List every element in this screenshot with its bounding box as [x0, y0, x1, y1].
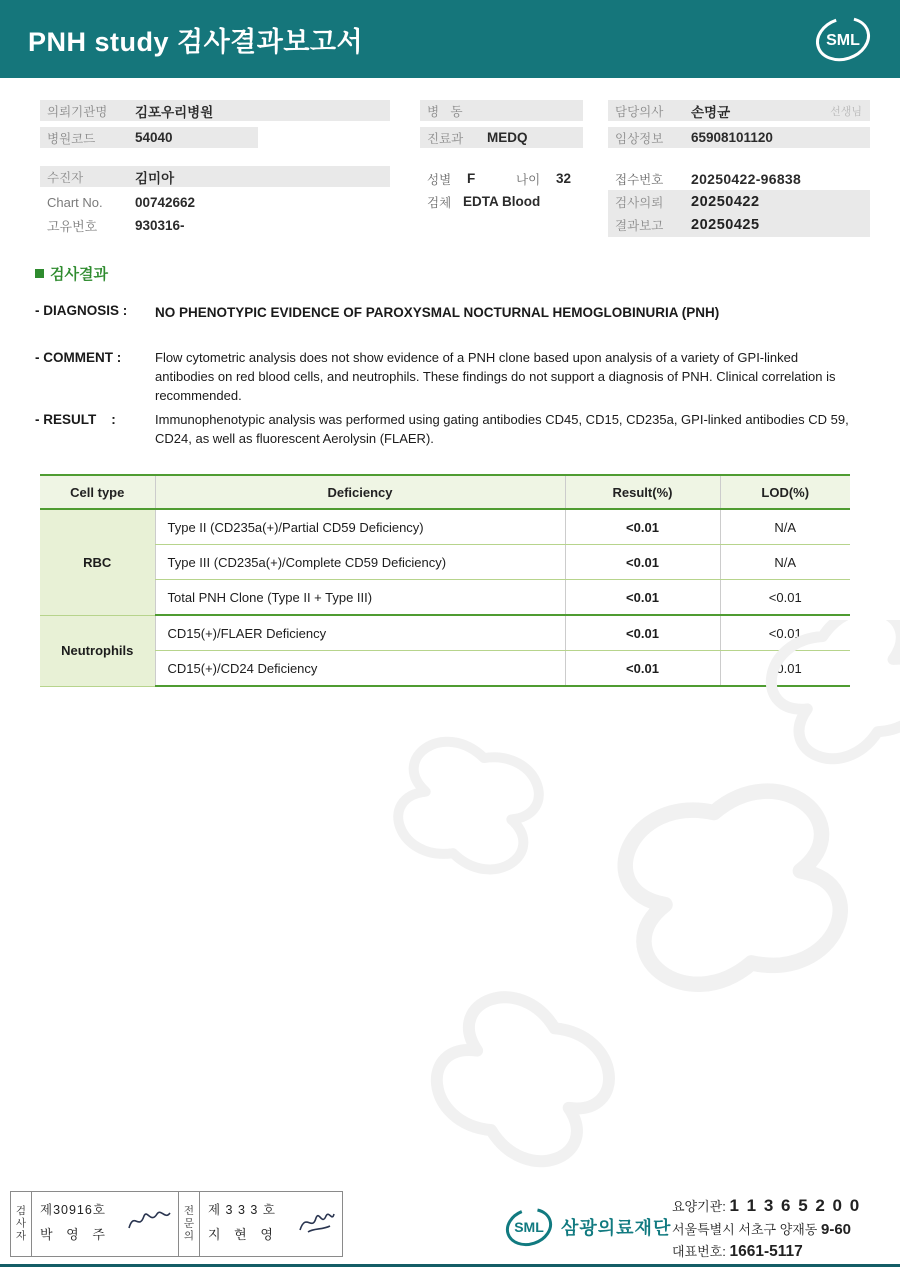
- sml-footer-logo-icon: [505, 1206, 553, 1248]
- field-uid-label: 고유번호: [47, 219, 98, 234]
- field-chart: [40, 192, 390, 213]
- svg-text:SML: SML: [514, 1219, 544, 1235]
- lod-cell: <0.01: [720, 615, 850, 651]
- field-clinical-label: 임상정보: [615, 131, 664, 146]
- field-clinical: [608, 127, 870, 148]
- specialist-role-label: 전문의: [178, 1191, 200, 1257]
- field-hosp-code-value: 54040: [135, 130, 173, 145]
- field-request: [608, 190, 870, 213]
- lod-cell: N/A: [720, 509, 850, 545]
- field-report-value: 20250425: [691, 216, 760, 233]
- field-specimen-value: EDTA Blood: [463, 194, 541, 209]
- specialist-cert-no: 제 3 3 3 호: [208, 1203, 276, 1217]
- field-request-value: 20250422: [691, 193, 760, 210]
- field-hosp-code-label: 병원코드: [47, 131, 96, 146]
- care-org-label: 요양기관:: [672, 1199, 726, 1214]
- comment-label: - COMMENT :: [35, 350, 122, 365]
- field-dept-label: 진료과: [427, 131, 464, 146]
- field-hosp-code: [40, 127, 258, 148]
- green-square-icon: [35, 269, 44, 278]
- result-cell: <0.01: [565, 509, 720, 545]
- address-number: 9-60: [821, 1221, 852, 1238]
- result-cell: <0.01: [565, 545, 720, 580]
- field-chart-value: 00742662: [135, 195, 196, 210]
- results-section-heading: [35, 263, 108, 284]
- field-clinical-value: 65908101120: [691, 130, 773, 145]
- lod-cell: N/A: [720, 545, 850, 580]
- field-dates-block: [608, 190, 870, 237]
- footer-brand: [505, 1206, 671, 1248]
- watermark-logo-shapes: [320, 620, 900, 1180]
- diagnosis-label: - DIAGNOSIS :: [35, 303, 128, 318]
- specialist-name: 지 현 영: [208, 1227, 278, 1242]
- lod-cell: <0.01: [720, 580, 850, 616]
- table-row: [40, 580, 850, 616]
- lod-cell: <0.01: [720, 651, 850, 687]
- bottom-rule: [0, 1264, 900, 1267]
- field-age-label: 나이: [516, 172, 541, 187]
- field-org-label: 의뢰기관명: [47, 104, 108, 119]
- field-chart-label: Chart No.: [47, 195, 103, 210]
- deficiency-cell: CD15(+)/CD24 Deficiency: [155, 651, 565, 687]
- phone-line: [672, 1241, 894, 1261]
- field-org: [40, 100, 390, 121]
- field-doctor-value: 손명균: [691, 104, 731, 120]
- care-org-line: [672, 1196, 894, 1216]
- phone-number: 1661-5117: [729, 1243, 803, 1260]
- field-specimen-label: 검체: [427, 195, 452, 210]
- field-patient: [40, 166, 390, 187]
- field-dept: [420, 127, 583, 148]
- footer-contact-block: [672, 1196, 894, 1264]
- field-sex-label: 성별: [427, 172, 452, 187]
- examiner-role-label: 검사자: [10, 1191, 32, 1257]
- examiner-cert-no: 제30916호: [40, 1203, 106, 1217]
- col-header-deficiency: Deficiency: [155, 475, 565, 509]
- cell-type-rbc: RBC: [40, 509, 155, 615]
- field-dept-value: MEDQ: [487, 130, 528, 145]
- examiner-stamp-box: [31, 1191, 179, 1257]
- examiner-name: 박 영 주: [40, 1227, 110, 1242]
- field-uid-value: 930316-: [135, 218, 185, 233]
- signature-stamp-area: [10, 1191, 343, 1257]
- report-header: [0, 0, 900, 78]
- result-text: Immunophenotypic analysis was performed using gating antibodies CD45, CD15, CD235a, GPI-linked antibodies CD 59, CD24, as well as fluorescent Aerolysin (FLAER).: [155, 412, 849, 446]
- table-row: [40, 651, 850, 687]
- field-report: [608, 213, 870, 236]
- deficiency-cell: Type III (CD235a(+)/Complete CD59 Deficiency): [155, 545, 565, 580]
- svg-text:SML: SML: [826, 32, 860, 49]
- deficiency-cell: CD15(+)/FLAER Deficiency: [155, 615, 565, 651]
- col-header-result: Result(%): [565, 475, 720, 509]
- field-report-label: 결과보고: [615, 218, 664, 233]
- phone-label: 대표번호:: [672, 1244, 726, 1259]
- sml-logo-icon: [814, 14, 872, 64]
- col-header-lod: LOD(%): [720, 475, 850, 509]
- result-cell: <0.01: [565, 580, 720, 616]
- comment-text: Flow cytometric analysis does not show evidence of a PNH clone based upon analysis of a variety of GPI-linked antibodies on red blood cells, and neutrophils. These findings do not support a diagnosis of PNH. Clinical correlation is recommended.: [155, 350, 836, 403]
- field-ward: [420, 100, 583, 121]
- field-patient-value: 김미아: [135, 170, 175, 186]
- col-header-cell-type: Cell type: [40, 475, 155, 509]
- field-sex-age: [420, 168, 620, 189]
- field-doctor-label: 담당의사: [615, 104, 664, 119]
- care-org-number: 1 1 3 6 5 2 0 0: [729, 1196, 861, 1215]
- field-patient-label: 수진자: [47, 170, 84, 185]
- field-org-value: 김포우리병원: [135, 104, 214, 120]
- field-doctor-suffix: 선생님: [830, 105, 862, 118]
- address-line: [672, 1219, 894, 1238]
- field-doctor: [608, 100, 870, 121]
- field-uid: [40, 215, 390, 236]
- specialist-signature-icon: [296, 1208, 336, 1236]
- field-request-label: 검사의뢰: [615, 195, 664, 210]
- result-label: - RESULT :: [35, 412, 116, 427]
- cell-type-neutrophils: Neutrophils: [40, 615, 155, 686]
- diagnosis-text: NO PHENOTYPIC EVIDENCE OF PAROXYSMAL NOCTURNAL HEMOGLOBINURIA (PNH): [155, 305, 720, 320]
- results-section-title: 검사결과: [50, 266, 108, 283]
- examiner-signature-icon: [126, 1208, 172, 1234]
- table-row: [40, 545, 850, 580]
- result-cell: <0.01: [565, 651, 720, 687]
- page-title: PNH study 검사결과보고서: [28, 26, 364, 57]
- address-text: 서울특별시 서초구 양재동: [672, 1222, 818, 1237]
- field-age-value: 32: [556, 171, 572, 186]
- table-row: [40, 509, 850, 545]
- field-sex-value: F: [467, 171, 476, 186]
- deficiency-cell: Total PNH Clone (Type II + Type III): [155, 580, 565, 616]
- field-receipt-value: 20250422-96838: [691, 170, 802, 187]
- specialist-stamp-box: [199, 1191, 343, 1257]
- field-receipt-label: 접수번호: [615, 172, 664, 187]
- field-receipt: [608, 168, 870, 189]
- table-header-row: [40, 475, 850, 509]
- table-row: [40, 615, 850, 651]
- deficiency-cell: Type II (CD235a(+)/Partial CD59 Deficiency): [155, 509, 565, 545]
- result-cell: <0.01: [565, 615, 720, 651]
- field-ward-label: 병 동: [427, 104, 467, 119]
- field-specimen: [420, 191, 620, 212]
- results-table: [40, 474, 850, 687]
- footer-org-name: 삼광의료재단: [561, 1218, 672, 1238]
